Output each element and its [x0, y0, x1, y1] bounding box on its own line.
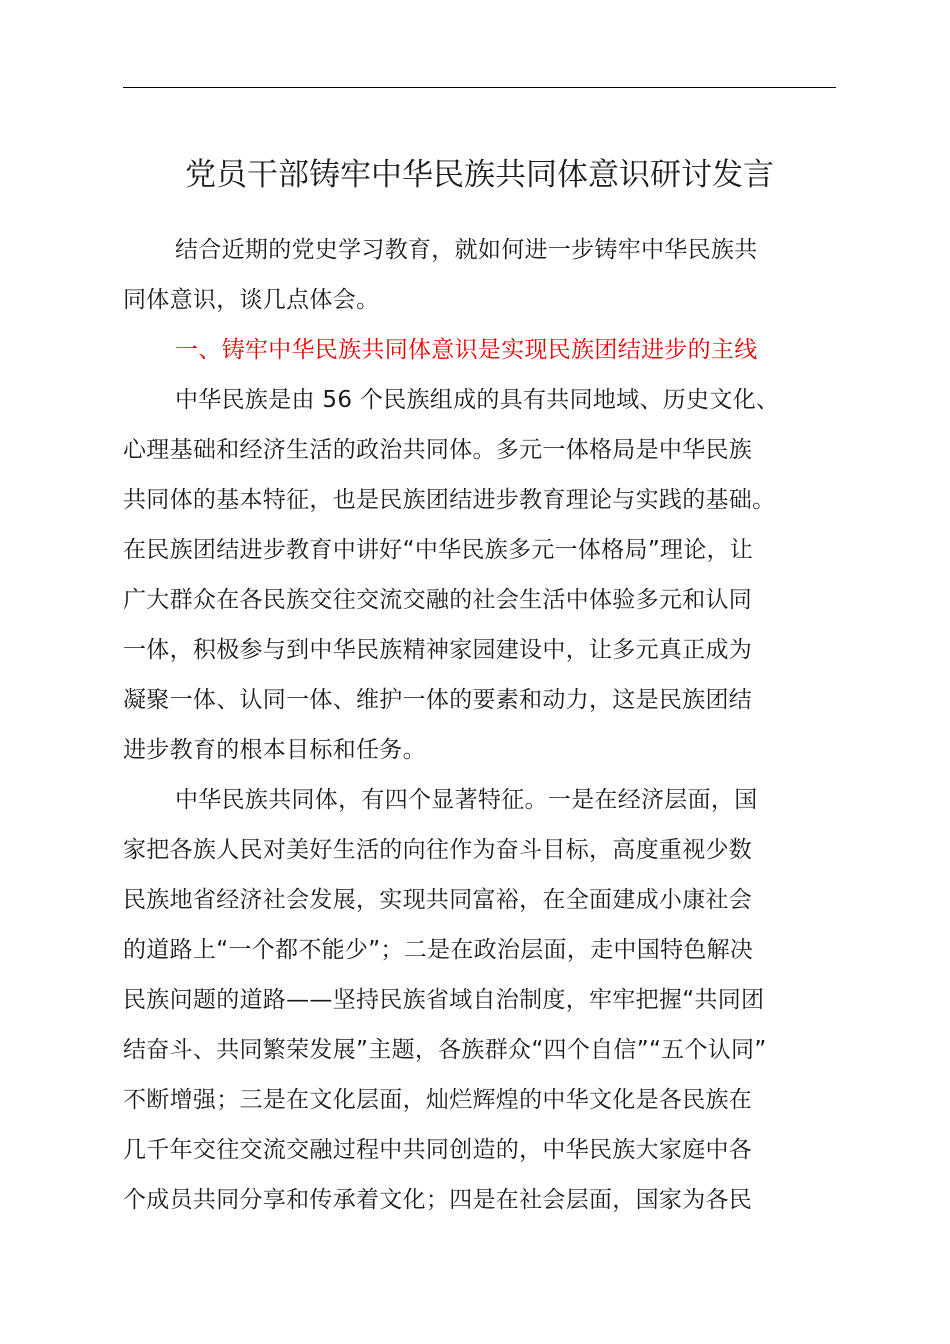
paragraph-2-line: 民族问题的道路——坚持民族省域自治制度，牢牢把握“共同团 [123, 987, 765, 1013]
paragraph-1-line: 广大群众在各民族交往交流交融的社会生活中体验多元和认同 [123, 587, 753, 613]
paragraph-2-line: 不断增强；三是在文化层面，灿烂辉煌的中华文化是各民族在 [123, 1087, 753, 1113]
document-title: 党员干部铸牢中华民族共同体意识研讨发言 [185, 157, 774, 193]
paragraph-1-line: 共同体的基本特征，也是民族团结进步教育理论与实践的基础。 [123, 487, 776, 513]
paragraph-1-line: 凝聚一体、认同一体、维护一体的要素和动力，这是民族团结 [123, 687, 753, 713]
paragraph-2-line: 家把各族人民对美好生活的向往作为奋斗目标，高度重视少数 [123, 837, 753, 863]
paragraph-1-line: 在民族团结进步教育中讲好“中华民族多元一体格局”理论，让 [123, 537, 754, 563]
paragraph-2-line: 几千年交往交流交融过程中共同创造的，中华民族大家庭中各 [123, 1137, 753, 1163]
paragraph-2-line: 的道路上“一个都不能少”；二是在政治层面，走中国特色解决 [123, 937, 754, 963]
paragraph-2-line: 中华民族共同体，有四个显著特征。一是在经济层面，国 [175, 787, 758, 813]
document-body [123, 225, 836, 1225]
paragraph-2-line: 结奋斗、共同繁荣发展”主题，各族群众“四个自信”“五个认同” [123, 1037, 767, 1063]
paragraph-1-line: 一体，积极参与到中华民族精神家园建设中，让多元真正成为 [123, 637, 753, 663]
paragraph-2-line: 个成员共同分享和传承着文化；四是在社会层面，国家为各民 [123, 1187, 753, 1213]
paragraph-intro-line: 同体意识，谈几点体会。 [123, 287, 380, 313]
paragraph-1-line: 心理基础和经济生活的政治共同体。多元一体格局是中华民族 [123, 437, 753, 463]
paragraph-1-line: 进步教育的根本目标和任务。 [123, 737, 426, 763]
paragraph-2-line: 民族地省经济社会发展，实现共同富裕，在全面建成小康社会 [123, 887, 753, 913]
header-rule [123, 87, 836, 88]
section-heading-1: 一、铸牢中华民族共同体意识是实现民族团结进步的主线 [175, 337, 758, 363]
paragraph-1-line: 中华民族是由 56 个民族组成的具有共同地域、历史文化、 [175, 387, 780, 413]
paragraph-intro-line: 结合近期的党史学习教育，就如何进一步铸牢中华民族共 [175, 237, 758, 263]
